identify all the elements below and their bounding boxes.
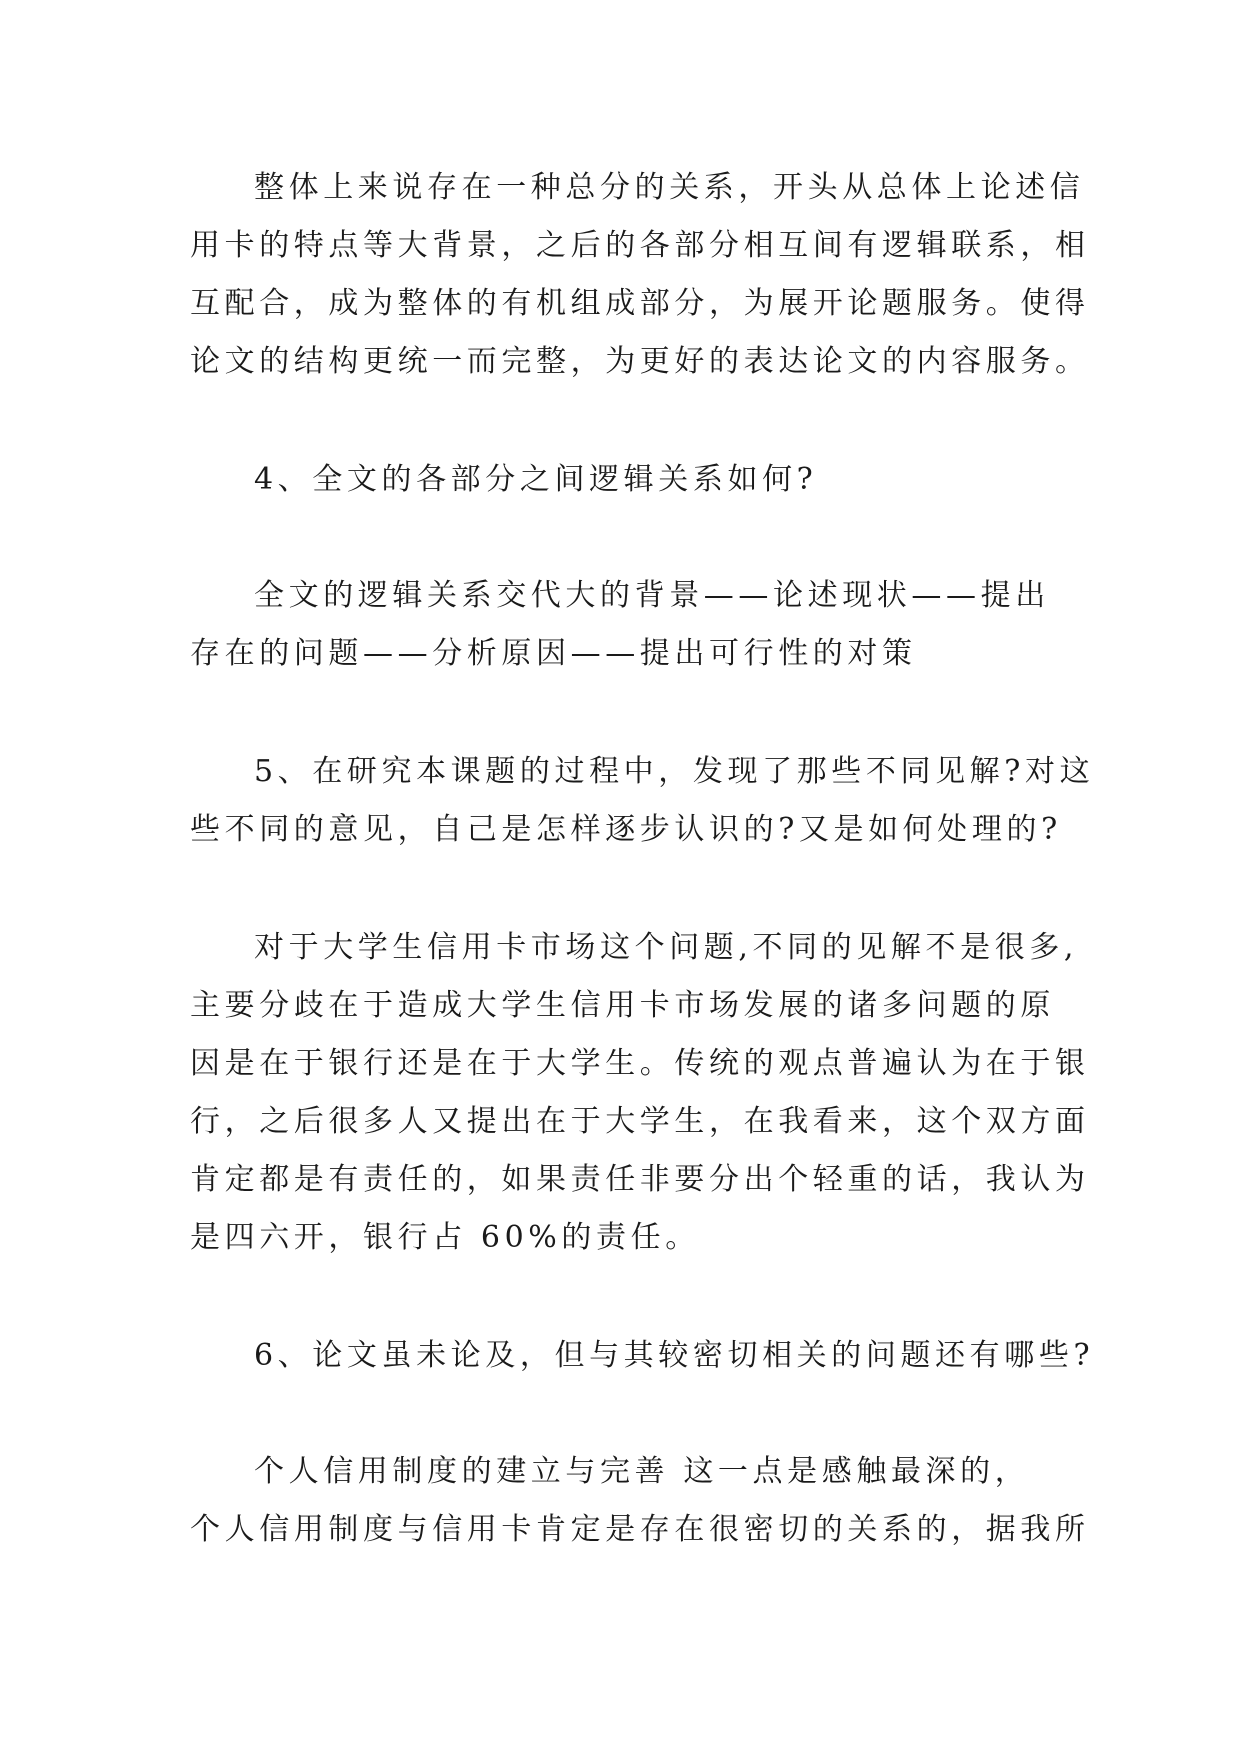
question-5-line-1: 5、在研究本课题的过程中，发现了那些不同见解?对这 (254, 754, 1095, 789)
paragraph-1-line-1: 整体上来说存在一种总分的关系，开头从总体上论述信 (254, 170, 1085, 205)
paragraph-3-line-2: 存在的问题——分析原因——提出可行性的对策 (190, 636, 917, 671)
question-6-heading: 6、论文虽未论及，但与其较密切相关的问题还有哪些? (254, 1338, 1095, 1373)
paragraph-1-line-3: 互配合，成为整体的有机组成部分，为展开论题服务。使得 (190, 286, 1090, 321)
paragraph-5-line-2: 主要分歧在于造成大学生信用卡市场发展的诸多问题的原 (190, 988, 1055, 1023)
question-4-heading: 4、全文的各部分之间逻辑关系如何? (254, 462, 818, 497)
paragraph-5-line-5: 肯定都是有责任的，如果责任非要分出个轻重的话，我认为 (190, 1162, 1090, 1197)
question-5-line-2: 些不同的意见，自己是怎样逐步认识的?又是如何处理的? (190, 812, 1062, 847)
paragraph-1-line-4: 论文的结构更统一而完整，为更好的表达论文的内容服务。 (190, 344, 1090, 379)
paragraph-5-line-4: 行，之后很多人又提出在于大学生，在我看来，这个双方面 (190, 1104, 1090, 1139)
paragraph-1-line-2: 用卡的特点等大背景，之后的各部分相互间有逻辑联系，相 (190, 228, 1090, 263)
paragraph-5-line-1: 对于大学生信用卡市场这个问题,不同的见解不是很多, (254, 930, 1079, 965)
paragraph-5-line-6: 是四六开，银行占 60%的责任。 (190, 1220, 700, 1255)
paragraph-3-line-1: 全文的逻辑关系交代大的背景——论述现状——提出 (254, 578, 1050, 613)
paragraph-5-line-3: 因是在于银行还是在于大学生。传统的观点普遍认为在于银 (190, 1046, 1090, 1081)
paragraph-7-line-2: 个人信用制度与信用卡肯定是存在很密切的关系的，据我所 (190, 1512, 1090, 1547)
paragraph-7-line-1: 个人信用制度的建立与完善 这一点是感触最深的， (254, 1454, 1030, 1489)
